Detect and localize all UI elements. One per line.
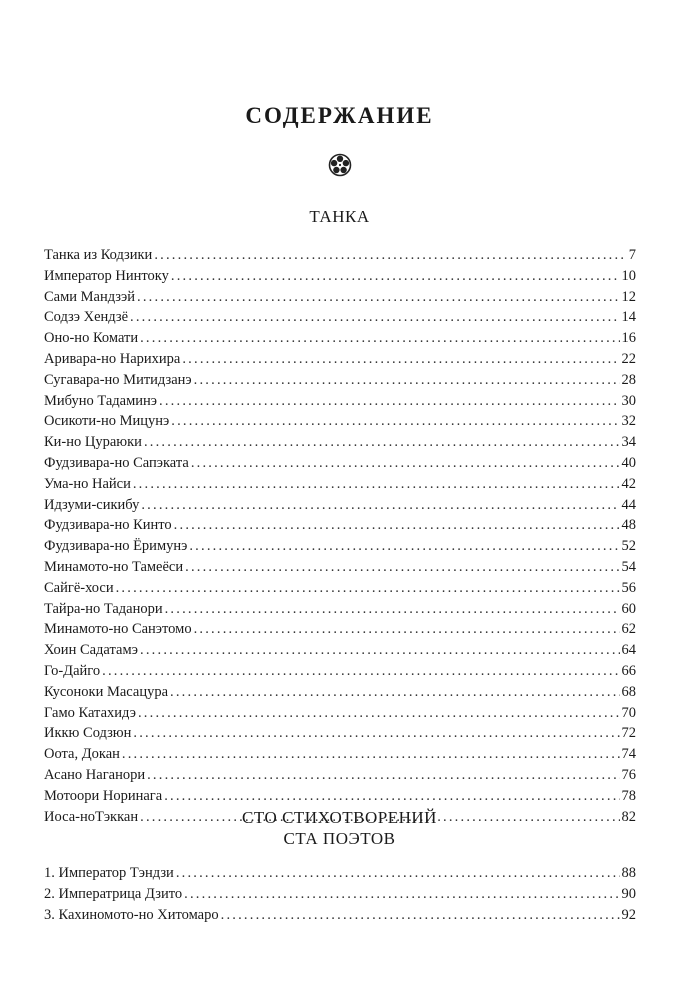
flower-ornament-icon — [328, 153, 352, 177]
toc-entry[interactable] — [44, 328, 636, 349]
dot-leader — [182, 349, 619, 370]
toc-entry-page-number: 48 — [621, 517, 636, 534]
toc-entry[interactable] — [44, 682, 636, 703]
toc-entry-title: Иккю Содзюн — [44, 725, 132, 742]
toc-entry[interactable] — [44, 515, 636, 536]
dot-leader — [133, 723, 619, 744]
dot-leader — [221, 905, 620, 926]
toc-entry-title: Фудзивара-но Ёримунэ — [44, 538, 188, 555]
toc-entry-page-number: 78 — [621, 787, 636, 804]
toc-entry[interactable] — [44, 287, 636, 308]
toc-entry[interactable] — [44, 640, 636, 661]
toc-list-hundred-poets — [44, 863, 636, 925]
dot-leader — [184, 884, 619, 905]
toc-entry-page-number: 68 — [621, 683, 636, 700]
dot-leader — [140, 328, 619, 349]
toc-entry[interactable] — [44, 495, 636, 516]
toc-entry[interactable] — [44, 266, 636, 287]
dot-leader — [133, 474, 620, 495]
toc-entry[interactable] — [44, 744, 636, 765]
toc-entry-title: Император Нинтоку — [44, 267, 169, 284]
dot-leader — [102, 661, 619, 682]
toc-entry-title: Идзуми-сикибу — [44, 496, 140, 513]
toc-entry-title: Фудзивара-но Сапэката — [44, 454, 189, 471]
toc-entry-page-number: 62 — [621, 621, 636, 638]
toc-entry-title: Минамото-но Санэтомо — [44, 621, 192, 638]
toc-entry-page-number: 44 — [621, 496, 636, 513]
dot-leader — [176, 863, 620, 884]
toc-entry-page-number: 88 — [621, 865, 636, 881]
toc-entry[interactable] — [44, 307, 636, 328]
toc-entry-page-number: 16 — [621, 330, 636, 347]
toc-entry-title: Содзэ Хендзё — [44, 309, 129, 326]
toc-entry-title: Фудзивара-но Кинто — [44, 517, 172, 534]
toc-entry[interactable] — [44, 370, 636, 391]
toc-entry-page-number: 32 — [621, 413, 636, 430]
section-heading-line: СТО СТИХОТВОРЕНИЙ — [242, 808, 437, 827]
toc-entry[interactable] — [44, 245, 636, 266]
toc-entry[interactable] — [44, 619, 636, 640]
dot-leader — [122, 744, 620, 765]
toc-entry[interactable] — [44, 599, 636, 620]
toc-entry-page-number: 30 — [621, 392, 636, 409]
dot-leader — [164, 786, 619, 807]
toc-entry-page-number: 72 — [621, 725, 636, 742]
dot-leader — [189, 536, 619, 557]
toc-entry-page-number: 54 — [621, 558, 636, 575]
toc-entry-title: 3. Кахиномото-но Хитомаро — [44, 906, 219, 923]
toc-entry-page-number: 70 — [621, 704, 636, 721]
dot-leader — [141, 495, 619, 516]
toc-entry-page-number: 74 — [621, 746, 636, 763]
section-heading-line: ТАНКА — [309, 207, 370, 226]
toc-entry-title: Сайгё-хоси — [44, 579, 114, 596]
dot-leader — [130, 307, 619, 328]
dot-leader — [137, 287, 619, 308]
toc-entry-title: Сугавара-но Митидзанэ — [44, 371, 192, 388]
toc-entry[interactable] — [44, 411, 636, 432]
dot-leader — [194, 370, 620, 391]
dot-leader — [194, 619, 620, 640]
toc-entry[interactable] — [44, 474, 636, 495]
toc-entry-page-number: 60 — [621, 600, 636, 617]
toc-entry-page-number: 92 — [621, 906, 636, 923]
toc-entry[interactable] — [44, 884, 636, 905]
toc-entry[interactable] — [44, 349, 636, 370]
toc-entry-page-number: 42 — [621, 475, 636, 492]
toc-entry-title: Оно-но Комати — [44, 330, 139, 347]
toc-entry-title: Хоин Садатамэ — [44, 642, 139, 659]
toc-entry-title: Иоса-ноТэккан — [44, 808, 139, 825]
dot-leader — [147, 765, 619, 786]
dot-leader — [159, 391, 619, 412]
dot-leader — [191, 453, 620, 474]
toc-entry[interactable] — [44, 432, 636, 453]
toc-entry-page-number: 40 — [621, 454, 636, 471]
dot-leader — [185, 557, 619, 578]
dot-leader — [140, 640, 619, 661]
dot-leader — [138, 703, 620, 724]
toc-entry[interactable] — [44, 578, 636, 599]
toc-entry[interactable] — [44, 905, 636, 926]
toc-entry-page-number: 12 — [621, 288, 636, 305]
toc-entry[interactable] — [44, 661, 636, 682]
toc-entry-page-number: 22 — [621, 350, 636, 367]
dot-leader — [171, 411, 619, 432]
toc-entry-title: Тайра-но Таданори — [44, 600, 163, 617]
toc-entry-title: Кусоноки Масацура — [44, 683, 169, 700]
toc-entry[interactable] — [44, 723, 636, 744]
toc-entry-page-number: 10 — [621, 267, 636, 284]
toc-entry-title: Го-Дайго — [44, 662, 101, 679]
toc-entry[interactable] — [44, 765, 636, 786]
toc-entry[interactable] — [44, 391, 636, 412]
toc-entry[interactable] — [44, 786, 636, 807]
toc-entry-page-number: 66 — [621, 662, 636, 679]
toc-entry-title: 1. Император Тэндзи — [44, 865, 174, 881]
toc-entry-page-number: 56 — [621, 579, 636, 596]
page-title: СОДЕРЖАНИЕ — [245, 103, 434, 128]
toc-entry-page-number: 14 — [621, 309, 636, 326]
toc-entry-page-number: 82 — [621, 808, 636, 825]
toc-entry-title: Мибуно Тадаминэ — [44, 392, 158, 409]
toc-entry[interactable] — [44, 703, 636, 724]
toc-entry-title: Ума-но Найси — [44, 475, 131, 492]
dot-leader — [171, 266, 620, 287]
toc-entry[interactable] — [44, 557, 636, 578]
toc-entry-title: 2. Императрица Дзито — [44, 885, 183, 902]
section-heading-line: СТА ПОЭТОВ — [283, 829, 396, 848]
toc-entry[interactable] — [44, 453, 636, 474]
dot-leader — [154, 245, 626, 266]
toc-list-tanka — [44, 245, 636, 827]
toc-entry-page-number: 64 — [621, 642, 636, 659]
toc-entry-title: Сами Мандзэй — [44, 288, 136, 305]
toc-entry-title: Аривара-но Нарихира — [44, 350, 181, 367]
toc-entry-title: Минамото-но Тамеёси — [44, 558, 184, 575]
dot-leader — [165, 599, 620, 620]
toc-entry-page-number: 52 — [621, 538, 636, 555]
toc-entry-title: Ки-но Цураюки — [44, 434, 142, 451]
section-heading-tanka — [0, 206, 679, 227]
toc-entry-title: Гамо Катахидэ — [44, 704, 136, 721]
toc-entry-page-number: 90 — [621, 885, 636, 902]
dot-leader — [116, 578, 620, 599]
toc-entry-page-number: 76 — [621, 766, 636, 783]
toc-entry-title: Асано Наганори — [44, 766, 146, 783]
toc-entry-page-number: 34 — [621, 434, 636, 451]
toc-entry-title: Мотоори Норинага — [44, 787, 163, 804]
toc-entry-title: Оота, Докан — [44, 746, 120, 763]
dot-leader — [174, 515, 620, 536]
toc-entry[interactable] — [44, 863, 636, 884]
toc-entry[interactable] — [44, 536, 636, 557]
dot-leader — [144, 432, 620, 453]
section-heading-hundred-poets — [0, 807, 679, 849]
dot-leader — [170, 682, 619, 703]
toc-entry-page-number: 7 — [628, 247, 636, 263]
toc-entry-title: Танка из Кодзики — [44, 247, 153, 263]
toc-entry-title: Осикоти-но Мицунэ — [44, 413, 170, 430]
toc-entry-page-number: 28 — [621, 371, 636, 388]
